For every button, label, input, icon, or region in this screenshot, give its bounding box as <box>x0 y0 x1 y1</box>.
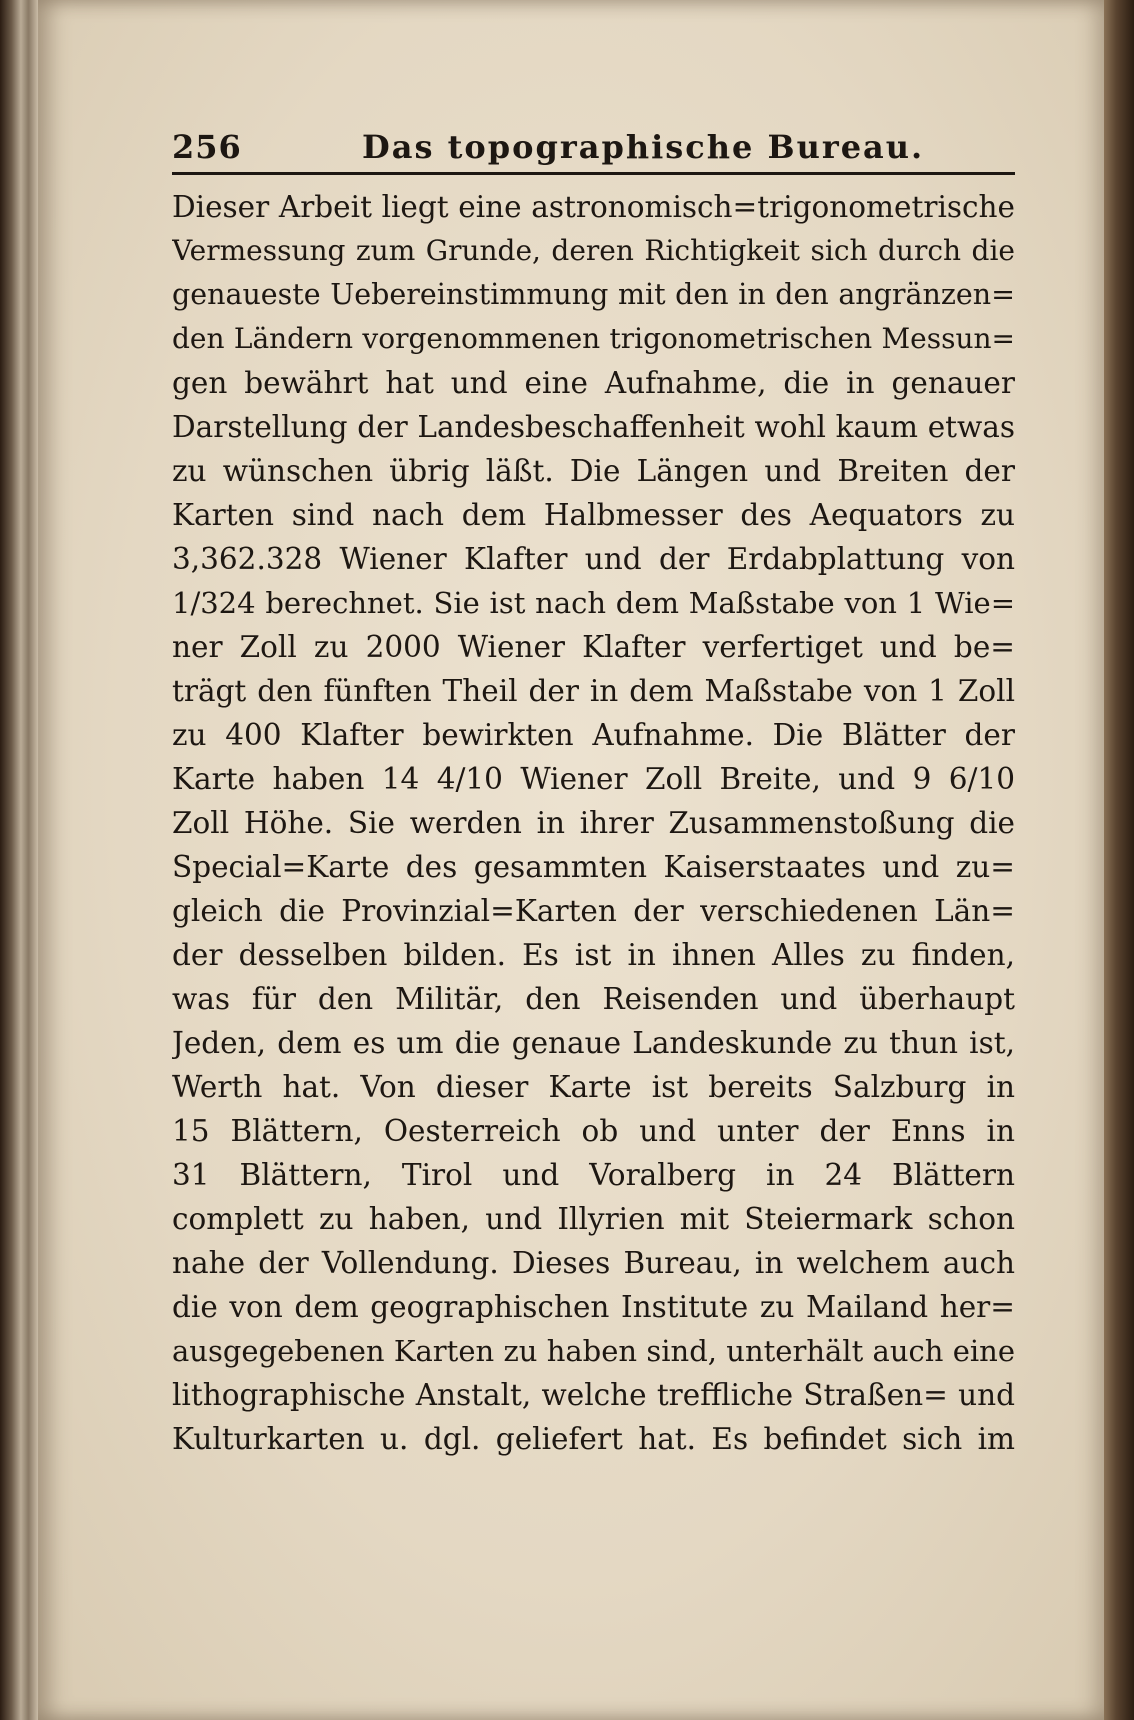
text-line: complett zu haben, und Illyrien mit Steiermark schon <box>172 1202 1015 1236</box>
book-right-edge <box>1104 0 1134 1720</box>
text-line: Vermessung zum Grunde, deren Richtigkeit sich durch die <box>172 234 1015 267</box>
text-line: gleich die Provinzial=Karten der verschiedenen Län= <box>172 894 1015 928</box>
header-rule <box>172 172 1015 175</box>
text-line: Karten sind nach dem Halbmesser des Aequators zu <box>172 498 1015 532</box>
text-line: gen bewährt hat und eine Aufnahme, die in genauer <box>172 366 1015 400</box>
text-line: trägt den fünften Theil der in dem Maßstabe von 1 Zoll <box>172 674 1015 708</box>
text-line: ner Zoll zu 2000 Wiener Klafter verfertiget und be= <box>172 630 1015 664</box>
text-line: 31 Blättern, Tirol und Voralberg in 24 Blättern <box>172 1158 1015 1192</box>
text-line: 15 Blättern, Oesterreich ob und unter der Enns in <box>172 1114 1015 1148</box>
text-line: Jeden, dem es um die genaue Landeskunde zu thun ist, <box>172 1026 1015 1060</box>
running-title: Das topographische Bureau. <box>362 128 925 166</box>
text-line: genaueste Uebereinstimmung mit den in den angränzen= <box>172 278 1015 311</box>
page-number: 256 <box>172 128 242 166</box>
book-left-edge <box>0 0 38 1720</box>
text-line: ausgegebenen Karten zu haben sind, unterhält auch eine <box>172 1334 1015 1368</box>
text-line: nahe der Vollendung. Dieses Bureau, in welchem auch <box>172 1246 1015 1280</box>
body-text <box>172 185 1015 1461</box>
text-line: zu 400 Klafter bewirkten Aufnahme. Die Blätter der <box>172 718 1015 752</box>
text-line: 3,362.328 Wiener Klafter und der Erdabplattung von <box>172 542 1015 576</box>
text-line: Darstellung der Landesbeschaffenheit wohl kaum etwas <box>172 410 1015 444</box>
text-line: die von dem geographischen Institute zu Mailand her= <box>172 1290 1015 1324</box>
text-line: Kulturkarten u. dgl. geliefert hat. Es befindet sich im <box>172 1422 1015 1456</box>
text-line: was für den Militär, den Reisenden und überhaupt <box>172 982 1015 1016</box>
text-line: Zoll Höhe. Sie werden in ihrer Zusammenstoßung die <box>172 806 1015 840</box>
text-line: zu wünschen übrig läßt. Die Längen und Breiten der <box>172 454 1015 488</box>
page-header <box>172 128 1012 168</box>
text-line: Karte haben 14 4/10 Wiener Zoll Breite, und 9 6/10 <box>172 762 1015 796</box>
text-line: Special=Karte des gesammten Kaiserstaates und zu= <box>172 850 1015 884</box>
text-line: den Ländern vorgenommenen trigonometrischen Messun= <box>172 322 1015 355</box>
text-line: Dieser Arbeit liegt eine astronomisch=trigonometrische <box>172 190 1015 224</box>
text-line: Werth hat. Von dieser Karte ist bereits Salzburg in <box>172 1070 1015 1104</box>
text-line: der desselben bilden. Es ist in ihnen Alles zu finden, <box>172 938 1015 972</box>
text-line: lithographische Anstalt, welche treffliche Straßen= und <box>172 1378 1015 1412</box>
text-line: 1/324 berechnet. Sie ist nach dem Maßstabe von 1 Wie= <box>172 586 1015 620</box>
